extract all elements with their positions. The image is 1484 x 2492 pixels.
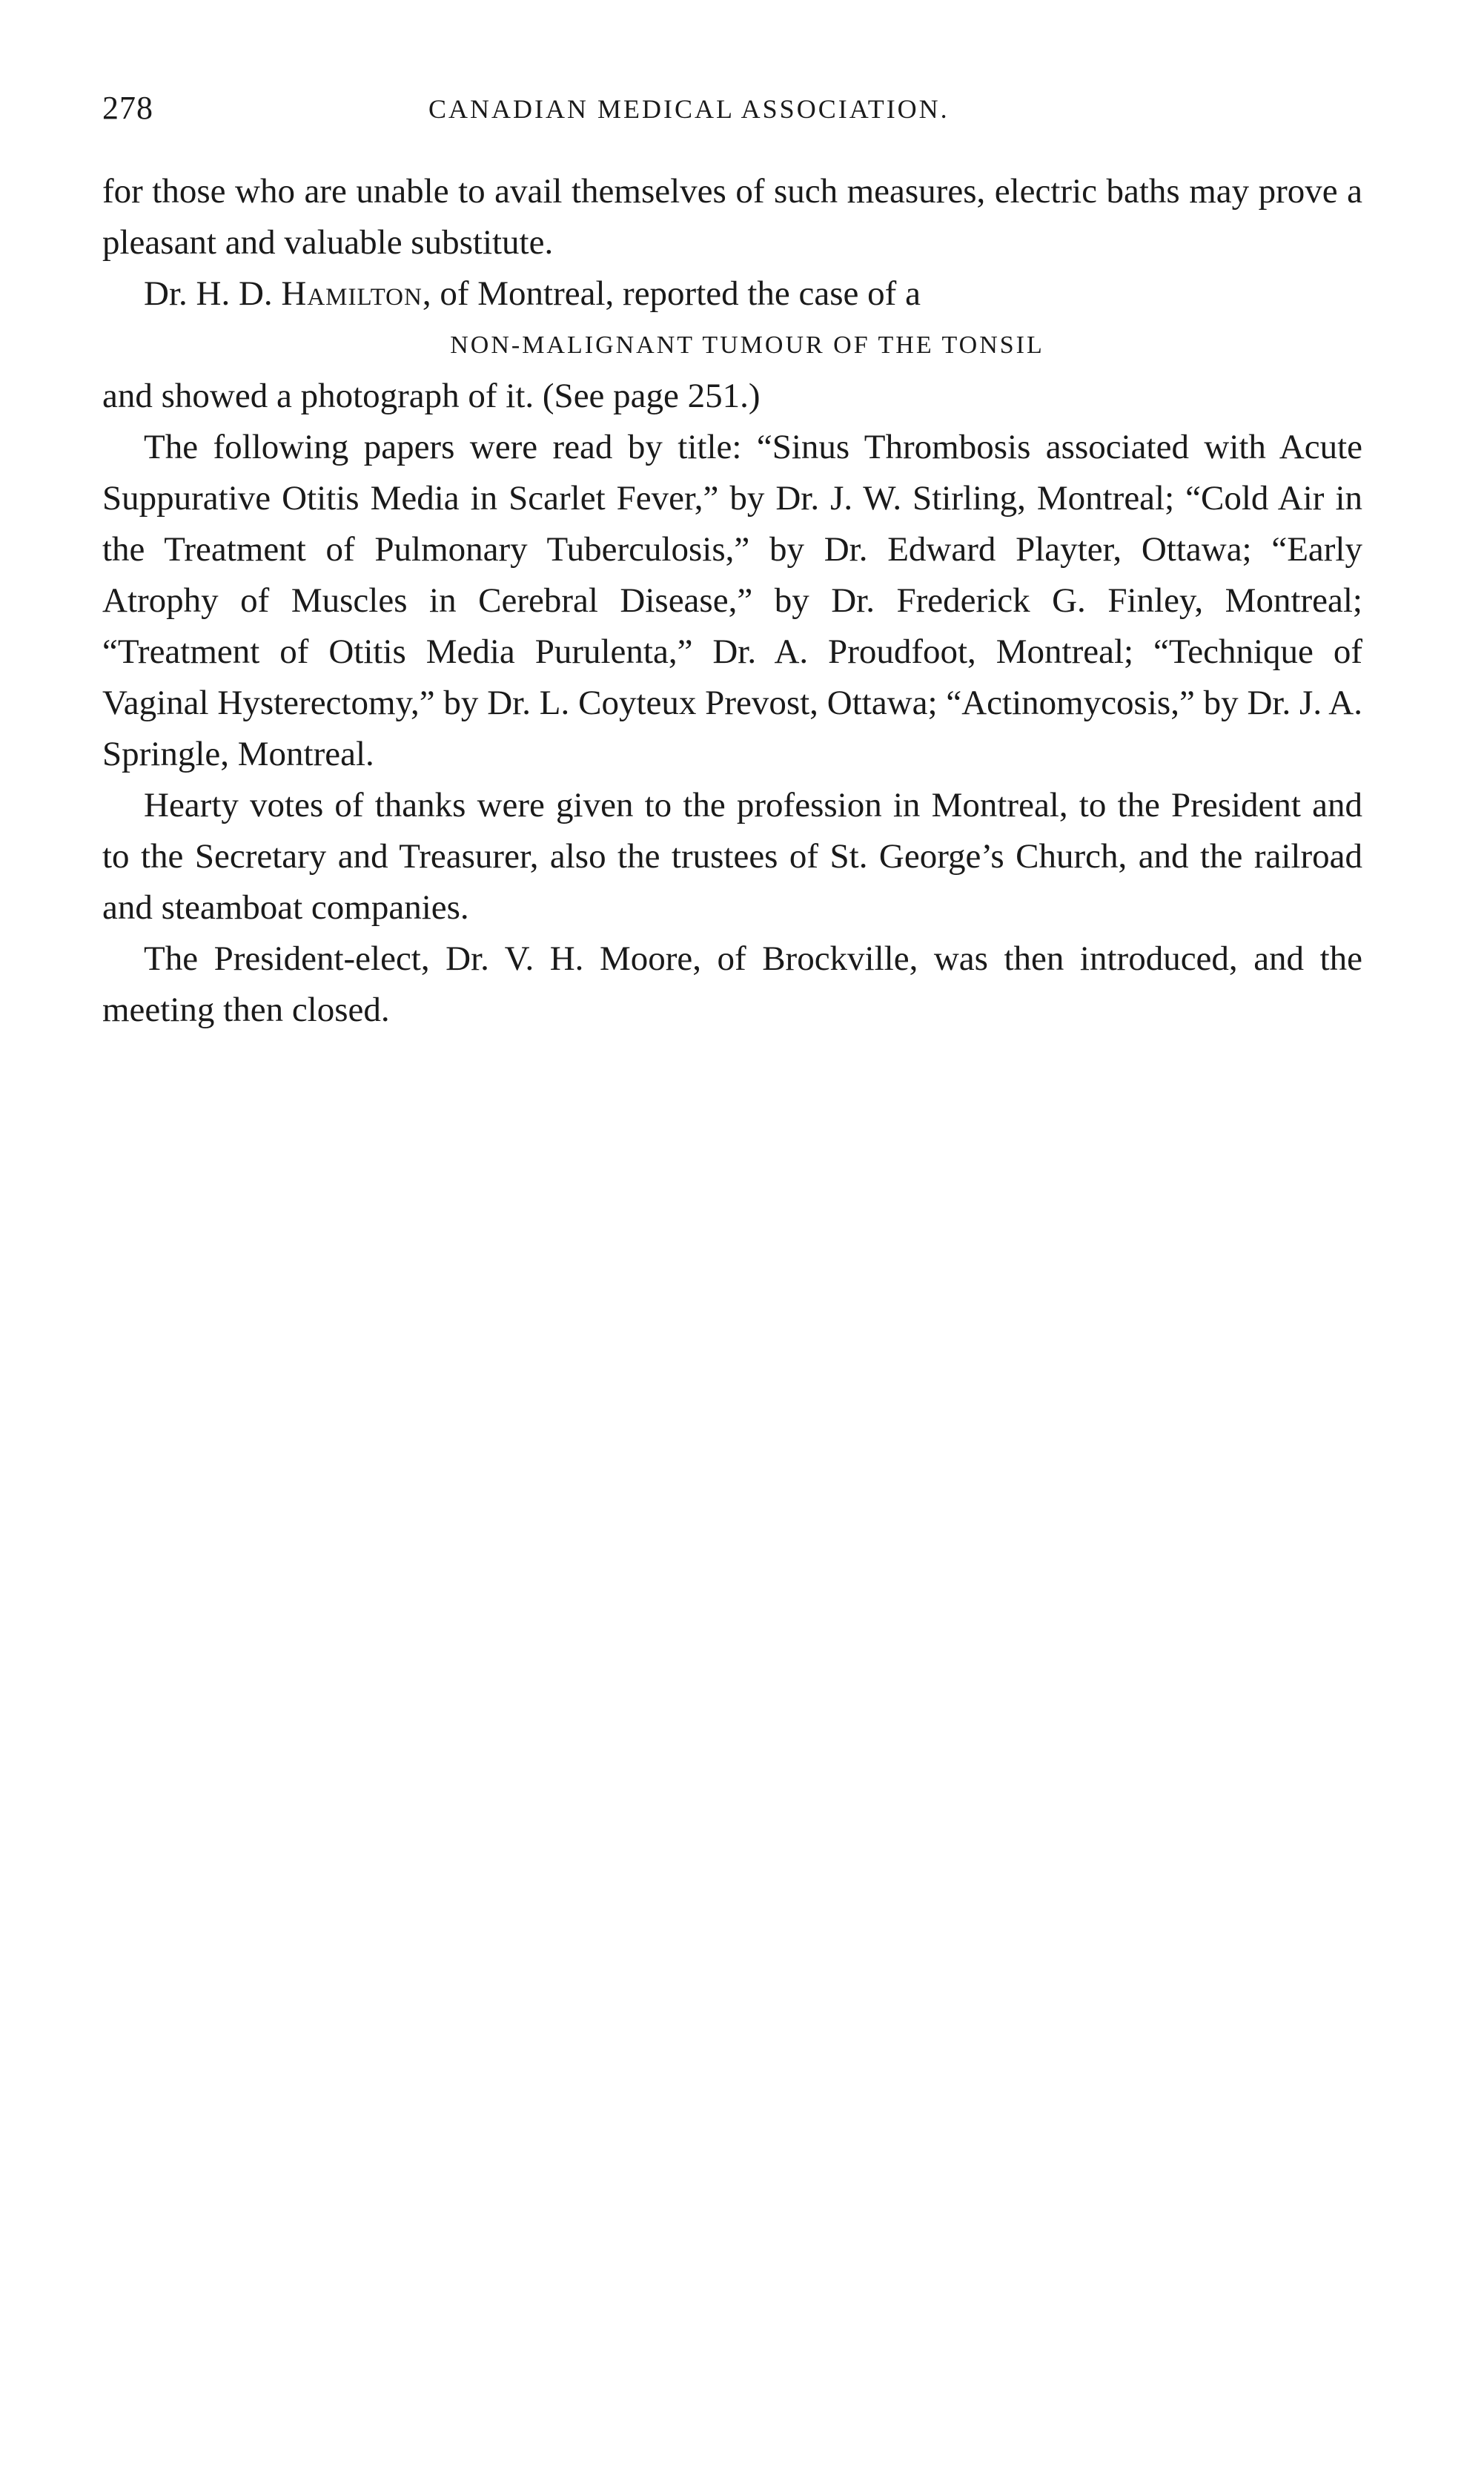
body-text	[102, 166, 1362, 1036]
hamilton-prefix: Dr. H. D.	[144, 274, 282, 313]
book-page	[102, 89, 1362, 1036]
paragraph-votes-of-thanks: Hearty votes of thanks were given to the profession in Montreal, to the President and to the Secretary and Treasurer, also the trustees of St. George’s Church, and the railroad and steamboat companies.	[102, 786, 1362, 927]
paragraph-hamilton-report	[102, 268, 1362, 320]
hamilton-name: Hamilton	[281, 274, 423, 313]
paragraph-meeting-closed: The President-elect, Dr. V. H. Moore, of Brockville, was then introduced, and the meeting then closed.	[102, 939, 1362, 1029]
paragraph-electric-baths: for those who are unable to avail themselves of such measures, electric baths may prove a pleasant and valuable substitute.	[102, 172, 1362, 262]
running-title: CANADIAN MEDICAL ASSOCIATION.	[428, 94, 950, 124]
paragraph-papers-read: The following papers were read by title: “Sinus Thrombosis associated with Acute Suppurative Otitis Media in Scarlet Fever,” by Dr. J. W. Stirling, Montreal; “Cold Air in the Treatment of Pulmonary Tuberculosis,” by Dr. Edward Playter, Ottawa; “Early Atrophy of Muscles in Cerebral Disease,” by Dr. Frederick G. Finley, Montreal; “Treatment of Otitis Media Purulenta,” Dr. A. Proudfoot, Montreal; “Technique of Vaginal Hysterectomy,” by Dr. L. Coyteux Prevost, Ottawa; “Actinomycosis,” by Dr. J. A. Springle, Montreal.	[102, 428, 1362, 773]
case-subheading: NON-MALIGNANT TUMOUR OF THE TONSIL	[450, 331, 1044, 359]
hamilton-suffix: , of Montreal, reported the case of a	[422, 274, 921, 313]
running-head	[102, 89, 1362, 141]
paragraph-photograph: and showed a photograph of it. (See page 251.)	[102, 377, 761, 415]
page-number: 278	[102, 90, 153, 126]
